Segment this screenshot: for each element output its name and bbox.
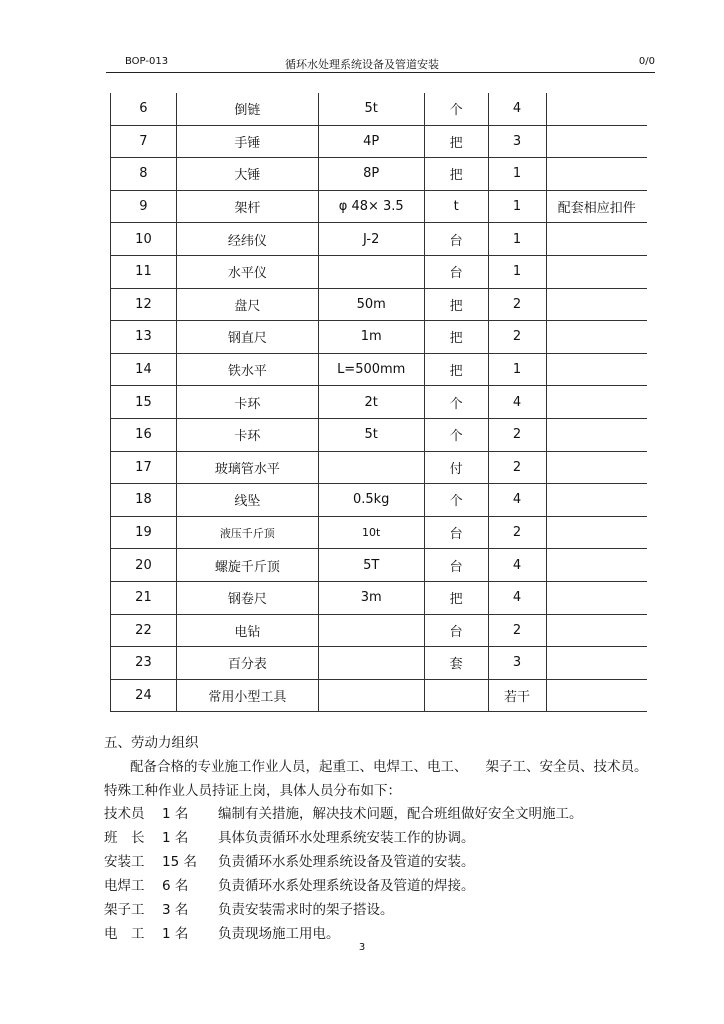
item-name: 百分表 [176, 647, 318, 680]
item-unit: 把 [424, 288, 488, 321]
table-row [111, 321, 648, 354]
item-quantity: 4 [488, 93, 546, 125]
item-spec: φ 48× 3.5 [318, 190, 424, 223]
item-unit [424, 679, 488, 712]
item-unit: 个 [424, 484, 488, 517]
table-row [111, 93, 648, 125]
staff-duty: 负责循环水系处理系统设备及管道的焊接。 [218, 878, 475, 894]
item-unit: 把 [424, 321, 488, 354]
table-row [111, 353, 648, 386]
item-unit: 套 [424, 647, 488, 680]
item-spec: 8P [318, 158, 424, 191]
staff-entry [104, 922, 340, 942]
staff-role: 电焊工 [104, 878, 145, 894]
item-spec: 0.5kg [318, 484, 424, 517]
header-rule [106, 72, 655, 73]
item-quantity: 2 [488, 516, 546, 549]
item-quantity: 4 [488, 484, 546, 517]
item-remark [546, 223, 647, 256]
item-quantity: 2 [488, 614, 546, 647]
item-remark [546, 255, 647, 288]
item-remark [546, 158, 647, 191]
item-number: 15 [111, 386, 177, 419]
table-row [111, 158, 648, 191]
item-name: 手锤 [176, 125, 318, 158]
item-unit: 个 [424, 93, 488, 125]
item-spec [318, 451, 424, 484]
staff-entry [104, 826, 475, 846]
staff-duty: 负责安装需求时的架子搭设。 [218, 902, 394, 918]
item-unit: 把 [424, 125, 488, 158]
staff-entry [104, 874, 475, 894]
item-remark [546, 451, 647, 484]
table-row [111, 418, 648, 451]
item-remark [546, 288, 647, 321]
table-row [111, 223, 648, 256]
staff-entry [104, 802, 583, 822]
item-remark [546, 386, 647, 419]
item-quantity: 3 [488, 125, 546, 158]
item-unit: 个 [424, 386, 488, 419]
staff-count: 1 名 [162, 830, 189, 846]
item-spec: 3m [318, 581, 424, 614]
item-unit: 把 [424, 158, 488, 191]
item-number: 7 [111, 125, 177, 158]
staff-count: 1 名 [162, 926, 189, 942]
item-unit: 把 [424, 353, 488, 386]
paragraph-line-1: 配备合格的专业施工作业人员，起重工、电焊工、电工、 架子工、安全员、技术员。 [130, 759, 648, 775]
table-row [111, 614, 648, 647]
item-remark [546, 647, 647, 680]
item-remark [546, 418, 647, 451]
item-spec: 5T [318, 549, 424, 582]
item-spec [318, 679, 424, 712]
item-number: 22 [111, 614, 177, 647]
item-number: 18 [111, 484, 177, 517]
item-unit: 台 [424, 223, 488, 256]
item-number: 17 [111, 451, 177, 484]
item-name: 钢卷尺 [176, 581, 318, 614]
item-number: 24 [111, 679, 177, 712]
table-row [111, 647, 648, 680]
staff-count: 1 名 [162, 806, 189, 822]
section-heading: 五、劳动力组织 [104, 735, 199, 751]
item-name: 架杆 [176, 190, 318, 223]
staff-role: 技术员 [104, 806, 145, 822]
item-remark [546, 321, 647, 354]
table-row [111, 125, 648, 158]
item-unit: 把 [424, 581, 488, 614]
item-spec: L=500mm [318, 353, 424, 386]
item-name: 液压千斤顶 [176, 516, 318, 549]
item-quantity: 2 [488, 288, 546, 321]
item-number: 10 [111, 223, 177, 256]
item-spec: 5t [318, 93, 424, 125]
page-number: 3 [358, 942, 366, 953]
item-number: 20 [111, 549, 177, 582]
item-unit: 台 [424, 516, 488, 549]
item-number: 13 [111, 321, 177, 354]
doc-title: 循环水处理系统设备及管道安装 [285, 58, 439, 71]
item-remark: 配套相应扣件 [546, 190, 647, 223]
staff-count: 3 名 [162, 902, 189, 918]
table-row [111, 549, 648, 582]
item-number: 8 [111, 158, 177, 191]
item-name: 倒链 [176, 93, 318, 125]
item-remark [546, 93, 647, 125]
item-remark [546, 581, 647, 614]
staff-duty: 编制有关措施，解决技术问题，配合班组做好安全文明施工。 [218, 806, 583, 822]
page-header [125, 56, 655, 72]
item-number: 23 [111, 647, 177, 680]
item-unit: 台 [424, 255, 488, 288]
item-quantity: 4 [488, 581, 546, 614]
staff-role: 班 长 [104, 830, 145, 846]
item-name: 大锤 [176, 158, 318, 191]
item-number: 21 [111, 581, 177, 614]
item-quantity: 2 [488, 451, 546, 484]
item-spec: 4P [318, 125, 424, 158]
item-unit: 台 [424, 549, 488, 582]
item-spec: 2t [318, 386, 424, 419]
item-remark [546, 549, 647, 582]
item-spec: 50m [318, 288, 424, 321]
staff-duty: 负责循环水系处理系统设备及管道的安装。 [218, 854, 475, 870]
item-remark [546, 614, 647, 647]
item-name: 钢直尺 [176, 321, 318, 354]
item-name: 常用小型工具 [176, 679, 318, 712]
item-name: 卡环 [176, 386, 318, 419]
item-quantity: 1 [488, 223, 546, 256]
staff-count: 15 名 [162, 854, 197, 870]
item-remark [546, 516, 647, 549]
item-spec: 1m [318, 321, 424, 354]
table-row [111, 386, 648, 419]
tools-table [110, 93, 647, 712]
item-quantity: 3 [488, 647, 546, 680]
table-row [111, 288, 648, 321]
staff-role: 架子工 [104, 902, 145, 918]
item-number: 14 [111, 353, 177, 386]
item-name: 经纬仪 [176, 223, 318, 256]
table-row [111, 484, 648, 517]
item-remark [546, 353, 647, 386]
item-remark [546, 679, 647, 712]
item-name: 电钻 [176, 614, 318, 647]
table-row [111, 581, 648, 614]
item-unit: 台 [424, 614, 488, 647]
page-ratio: 0/0 [638, 56, 655, 67]
item-number: 9 [111, 190, 177, 223]
item-number: 6 [111, 93, 177, 125]
table-row [111, 679, 648, 712]
item-quantity: 1 [488, 255, 546, 288]
item-number: 11 [111, 255, 177, 288]
table-row [111, 451, 648, 484]
staff-role: 安装工 [104, 854, 145, 870]
item-quantity: 4 [488, 549, 546, 582]
item-quantity: 1 [488, 353, 546, 386]
table-row [111, 516, 648, 549]
item-unit: 个 [424, 418, 488, 451]
item-name: 铁水平 [176, 353, 318, 386]
item-quantity: 2 [488, 321, 546, 354]
item-unit: t [424, 190, 488, 223]
item-name: 水平仪 [176, 255, 318, 288]
item-name: 玻璃管水平 [176, 451, 318, 484]
item-quantity: 1 [488, 158, 546, 191]
item-spec [318, 255, 424, 288]
staff-duty: 负责现场施工用电。 [218, 926, 340, 942]
item-quantity: 1 [488, 190, 546, 223]
item-number: 19 [111, 516, 177, 549]
item-quantity: 4 [488, 386, 546, 419]
item-remark [546, 125, 647, 158]
item-spec [318, 647, 424, 680]
item-spec: 10t [318, 516, 424, 549]
item-unit: 付 [424, 451, 488, 484]
item-spec: J-2 [318, 223, 424, 256]
item-spec [318, 614, 424, 647]
staff-entry [104, 850, 475, 870]
item-quantity: 若干 [488, 679, 546, 712]
item-number: 12 [111, 288, 177, 321]
item-name: 卡环 [176, 418, 318, 451]
item-spec: 5t [318, 418, 424, 451]
item-remark [546, 484, 647, 517]
staff-role: 电 工 [104, 926, 145, 942]
item-name: 线坠 [176, 484, 318, 517]
doc-code: BOP-013 [125, 56, 169, 67]
staff-duty: 具体负责循环水处理系统安装工作的协调。 [218, 830, 475, 846]
item-quantity: 2 [488, 418, 546, 451]
staff-entry [104, 898, 394, 918]
table-row [111, 255, 648, 288]
table-row [111, 190, 648, 223]
item-name: 螺旋千斤顶 [176, 549, 318, 582]
paragraph-line-2: 特殊工种作业人员持证上岗，具体人员分布如下： [104, 783, 401, 799]
item-name: 盘尺 [176, 288, 318, 321]
item-number: 16 [111, 418, 177, 451]
staff-count: 6 名 [162, 878, 189, 894]
